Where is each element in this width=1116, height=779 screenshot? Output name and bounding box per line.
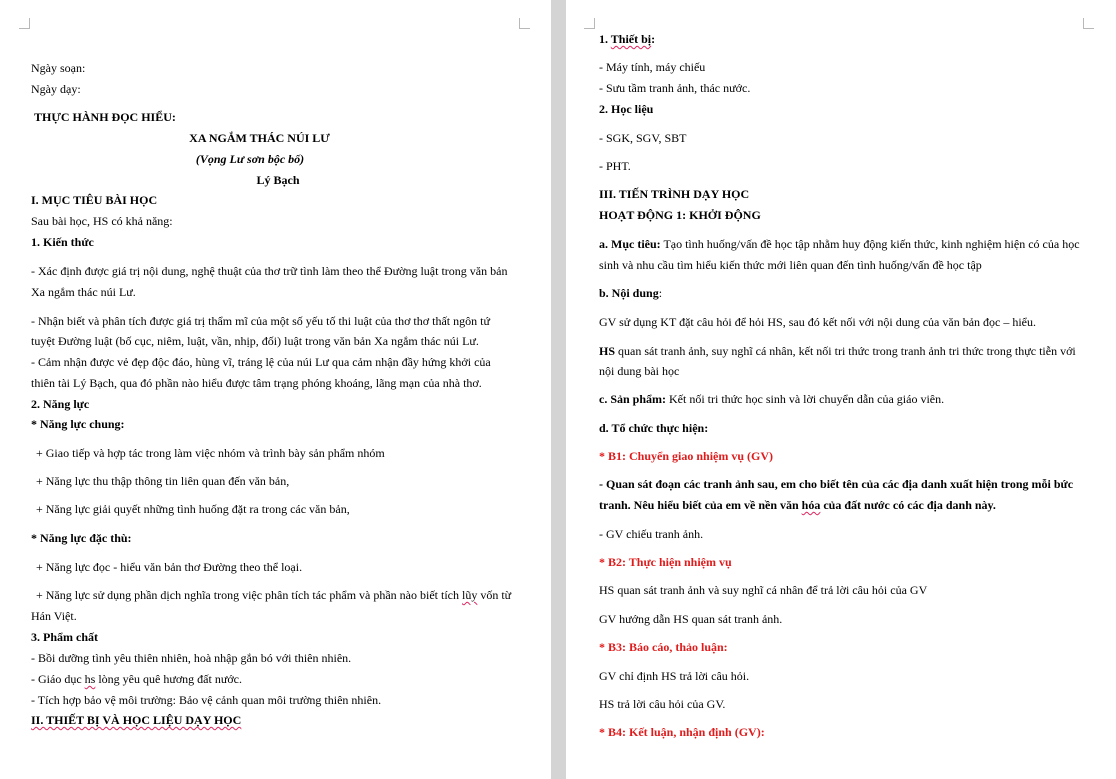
document-page-right [566,0,1116,779]
text-run: 1. [599,32,611,46]
label: b. Nội dung [599,286,659,300]
list-item: - Bồi dưỡng tình yêu thiên nhiên, hoà nhập gắn bó với thiên nhiên. [31,651,352,665]
margin-corner-mark [1083,18,1094,29]
list-item [36,588,511,602]
paragraph: thiên tài Lý Bạch, qua đó phần nào hiểu được tâm trạng phóng khoáng, lãng mạn của nhà thơ. [31,376,482,390]
list-item: Hán Việt. [31,609,77,623]
label: a. Mục tiêu: [599,237,661,251]
subsection-heading: 2. Học liệu [599,102,654,116]
poem-subtitle: (Vọng Lư sơn bộc bố) [195,152,305,166]
section-heading: II. THIẾT BỊ VÀ HỌC LIỆU DẠY HỌC [31,713,242,727]
paragraph: Sau bài học, HS có khả năng: [31,214,173,228]
spellcheck-word: hs [84,672,96,686]
text-run: tranh. Nêu hiểu biết của em về nền văn [599,498,802,512]
paragraph: - Nhận biết và phân tích được giá trị thẩm mĩ của một số yếu tố thi luật của thơ thơ thất ngôn tứ [31,314,490,328]
margin-corner-mark [519,18,530,29]
paragraph: Xa ngắm thác núi Lư. [31,285,136,299]
subsection-heading: * Năng lực đặc thù: [31,531,132,545]
list-item: + Giao tiếp và hợp tác trong làm việc nhóm và trình bày sản phẩm nhóm [36,446,385,460]
question [599,498,996,512]
paragraph: - GV chiếu tranh ảnh. [599,527,704,541]
paragraph [599,237,1080,251]
ngay-day: Ngày dạy: [31,82,81,96]
text-run: - Giáo dục [31,672,85,686]
paragraph: GV sử dụng KT đặt câu hỏi để hỏi HS, sau đó kết nối với nội dung của văn bản đọc – hiểu. [599,315,1037,329]
list-item [31,672,242,686]
label: HS [599,344,616,358]
spellcheck-word: lũy [462,588,478,602]
list-item: + Năng lực đọc - hiểu văn bản thơ Đường theo thể loại. [36,560,303,574]
poem-title: XA NGẮM THÁC NÚI LƯ [189,131,330,145]
label: c. Sản phẩm: [599,392,667,406]
list-item: + Năng lực giải quyết những tình huống đặt ra trong các văn bản, [36,502,350,516]
paragraph [599,344,1076,358]
subsection-heading: d. Tổ chức thực hiện: [599,421,709,435]
step-heading: * B3: Báo cáo, thảo luận: [599,640,728,654]
list-item: - Sưu tầm tranh ảnh, thác nước. [599,81,751,95]
text-run: vốn từ [477,588,512,602]
step-heading: * B4: Kết luận, nhận định (GV): [599,725,765,739]
step-heading: * B2: Thực hiện nhiệm vụ [599,555,732,569]
section-heading: I. MỤC TIÊU BÀI HỌC [31,193,158,207]
page-gutter [551,0,566,779]
paragraph: sinh và nhu cầu tìm hiểu kiến thức mới liên quan đến tình huống/vấn đề học tập [599,258,982,272]
text-run: : [658,286,663,300]
subsection-heading: 3. Phẩm chất [31,630,98,644]
text-run: : [651,32,656,46]
text-run: Kết nối tri thức học sinh và lời chuyển dẫn của giáo viên. [666,392,945,406]
subsection-heading: * Năng lực chung: [31,417,125,431]
paragraph [599,286,662,300]
paragraph: GV hướng dẫn HS quan sát tranh ảnh. [599,612,783,626]
lesson-type: THỰC HÀNH ĐỌC HIỂU: [34,110,176,124]
list-item: - SGK, SGV, SBT [599,131,687,145]
text-run: lòng yêu quê hương đất nước. [95,672,242,686]
text-run: của đất nước có các địa danh này. [820,498,996,512]
paragraph: - Cảm nhận được vẻ đẹp độc đáo, hùng vĩ, tráng lệ của núi Lư qua cảm nhận đầy hứng khởi của [31,355,491,369]
text-run: Tạo tình huống/vấn đề học tập nhằm huy động kiến thức, kinh nghiệm hiện có của học [660,237,1080,251]
paragraph: HS quan sát tranh ảnh và suy nghĩ cá nhân để trả lời câu hỏi của GV [599,583,928,597]
list-item: - Máy tính, máy chiếu [599,60,706,74]
activity-heading: HOẠT ĐỘNG 1: KHỞI ĐỘNG [599,208,761,222]
paragraph: HS trả lời câu hỏi của GV. [599,697,726,711]
text-run: + Năng lực sử dụng phần dịch nghĩa trong việc phân tích tác phẩm và phần nào biết tích [36,588,462,602]
list-item: + Năng lực thu thập thông tin liên quan đến văn bản, [36,474,290,488]
margin-corner-mark [19,18,30,29]
subsection-heading: 2. Năng lực [31,397,90,411]
question: - Quan sát đoạn các tranh ảnh sau, em cho biết tên của các địa danh xuất hiện trong mỗi bức [599,477,1074,491]
paragraph: nội dung bài học [599,364,680,378]
margin-corner-mark [584,18,595,29]
paragraph [599,392,944,406]
spellcheck-word: hóa [801,498,821,512]
spellcheck-word: Thiết bị [610,32,652,46]
text-run: quan sát tranh ảnh, suy nghĩ cá nhân, kết nối tri thức trong tranh ảnh tri thức trong thực tiễn với [615,344,1076,358]
subsection-heading [599,32,655,46]
document-page-left [0,0,551,779]
poem-author: Lý Bạch [256,173,300,187]
paragraph: - Xác định được giá trị nội dung, nghệ thuật của thơ trữ tình làm theo thể Đường luật trong văn bản [31,264,508,278]
ngay-soan: Ngày soạn: [31,61,86,75]
paragraph: tuyệt Đường luật (bố cục, niêm, luật, vần, nhịp, đối) luật trong văn bản Xa ngắm thác núi Lư. [31,334,479,348]
list-item: - PHT. [599,159,631,173]
step-heading: * B1: Chuyển giao nhiệm vụ (GV) [599,449,774,463]
paragraph: GV chỉ định HS trả lời câu hỏi. [599,669,750,683]
list-item: - Tích hợp bảo vệ môi trường: Bảo vệ cảnh quan môi trường thiên nhiên. [31,693,382,707]
subsection-heading: 1. Kiến thức [31,235,94,249]
section-heading: III. TIẾN TRÌNH DẠY HỌC [599,187,750,201]
